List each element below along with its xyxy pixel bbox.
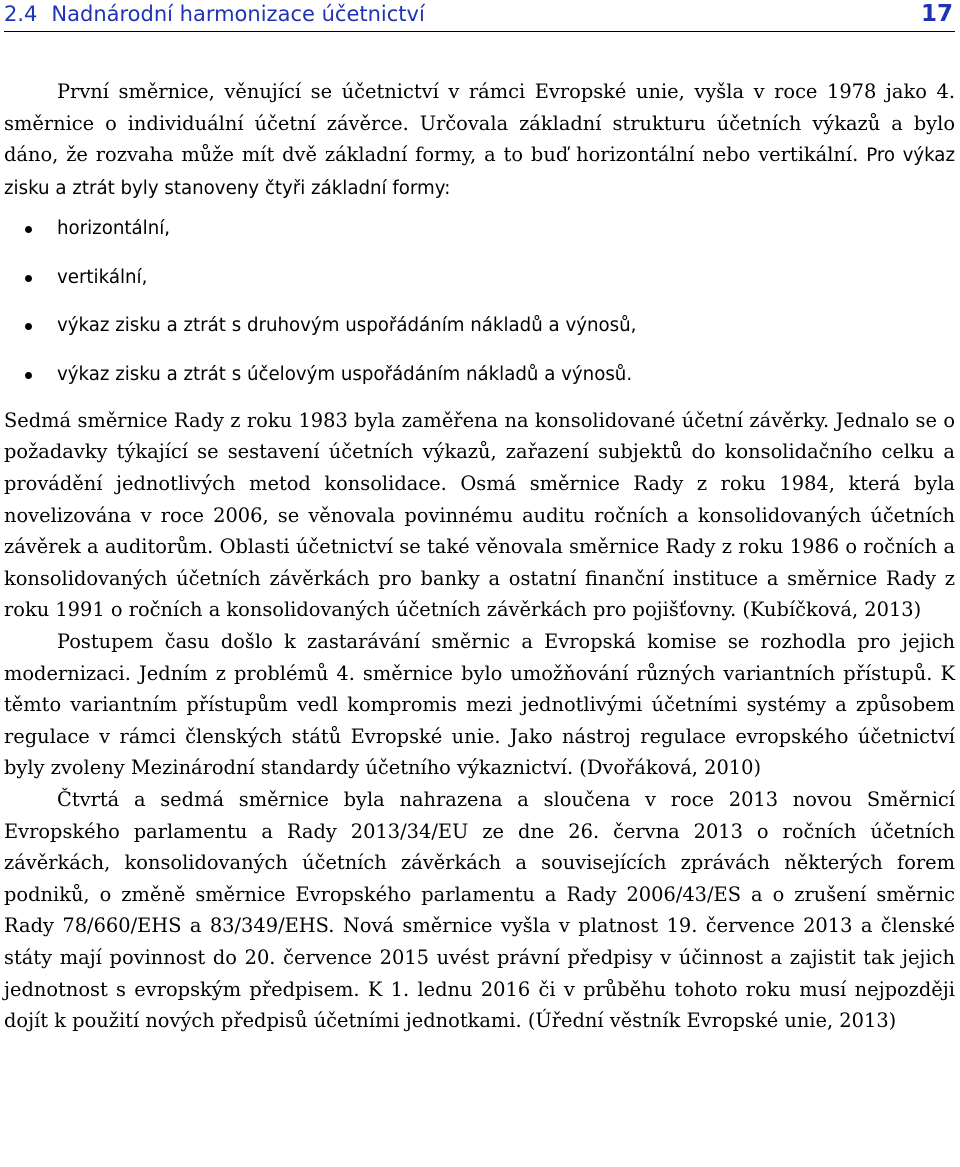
paragraph-new-directive: Čtvrtá a sedmá směrnice byla nahrazena a sloučena v roce 2013 novou Směrnicí Evropského parlamentu a Rady 2013/34/EU ze dne 26. června 2013 o ročních účetních závěrkách, konsolidovaných účetních závěrkách a souvisejících zprávách některých forem podniků, o změně směrnice Evropského parlamentu a Rady 2006/43/ES a o zrušení směrnic Rady 78/660/EHS a 83/349/EHS. Nová směrnice vyšla v platnost 19. července 2013 a členské státy mají povinnost do 20. července 2015 uvést právní předpisy v účinnost a zajistit tak jejich jednotnost s evropským předpisem. K 1. lednu 2016 či v průběhu tohoto roku musí nejpozději dojít k použití nových předpisů účetními jednotkami. (Úřední věstník Evropské unie, 2013) <box>4 788 955 1033</box>
bullet-icon <box>25 372 32 379</box>
list-item-text: výkaz zisku a ztrát s účelovým uspořádáním nákladů a výnosů. <box>57 363 633 385</box>
paragraph-serif-text: První směrnice, věnující se účetnictví v rámci Evropské unie, vyšla v roce 1978 jako 4. směrnice o individuální účetní závěrce. Určovala základní strukturu účetních výkazů a bylo dáno, že rozvaha může mít dvě základní formy, a to buď horizontální nebo vertikální. <box>4 80 955 167</box>
list-item <box>4 310 955 359</box>
section-number: 2.4 <box>4 2 38 26</box>
section-title: Nadnárodní harmonizace účetnictví <box>51 2 425 26</box>
paragraph-modernization: Postupem času došlo k zastarávání směrnic a Evropská komise se rozhodla pro jejich modernizaci. Jedním z problémů 4. směrnice bylo umožňování různých variantních přístupů. K těmto variantním přístupům vedl kompromis mezi jednotlivými účetními systémy a způsobem regulace v rámci členských států Evropské unie. Jako nástroj regulace evropského účetnictví byly zvoleny Mezinárodní standardy účetního výkaznictví. (Dvořáková, 2010) <box>4 630 955 780</box>
page-number: 17 <box>920 1 953 27</box>
running-header <box>4 0 955 32</box>
list-item-text: horizontální, <box>57 218 171 240</box>
list-item <box>4 359 955 395</box>
body-text <box>4 76 955 1037</box>
section-heading <box>4 0 425 28</box>
bullet-icon <box>25 275 32 282</box>
bullet-icon <box>25 226 32 233</box>
bullet-icon <box>25 323 32 330</box>
list-item <box>4 262 955 311</box>
paragraph-first-directive <box>4 76 955 204</box>
paragraph-seventh-directive: Sedmá směrnice Rady z roku 1983 byla zaměřena na konsolidované účetní závěrky. Jednalo se o požadavky týkající se sestavení účetních výkazů, zařazení subjektů do konsolidačního celku a provádění jednotlivých metod konsolidace. Osmá směrnice Rady z roku 1984, která byla novelizována v roce 2006, se věnovala povinnému auditu ročních a konsolidovaných účetních závěrek a auditorům. Oblasti účetnictví se také věnovala směrnice Rady z roku 1986 o ročních a konsolidovaných účetních závěrkách pro banky a ostatní finanční instituce a směrnice Rady z roku 1991 o ročních a konsolidovaných účetních závěrkách pro pojišťovny. (Kubíčková, 2013) <box>4 408 955 622</box>
list-item-text: vertikální, <box>57 266 148 288</box>
document-page <box>4 0 955 1033</box>
income-statement-forms-list <box>4 213 955 395</box>
list-item-text: výkaz zisku a ztrát s druhovým uspořádáním nákladů a výnosů, <box>57 315 637 337</box>
paragraph-sans-text: Pro výkaz zisku a ztrát byly stanoveny čtyři základní formy: <box>4 145 955 199</box>
list-item <box>4 213 955 262</box>
